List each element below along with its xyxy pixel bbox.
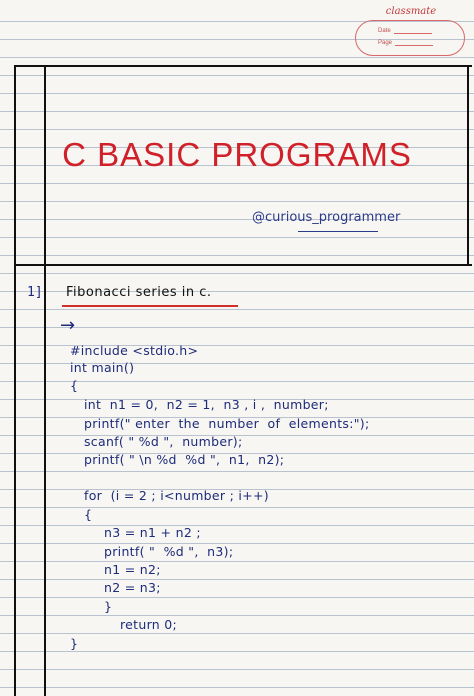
code-line: } xyxy=(104,599,113,614)
question-number: 1] xyxy=(27,285,43,300)
heading-underline xyxy=(62,305,238,307)
code-line: n2 = n3; xyxy=(104,580,161,595)
title-divider xyxy=(14,264,472,266)
code-line: printf( " \n %d %d ", n1, n2); xyxy=(84,452,285,467)
author-handle: @curious_programmer xyxy=(252,210,401,225)
code-line: { xyxy=(84,507,93,522)
question-heading: Fibonacci series in c. xyxy=(66,285,212,300)
arrow-icon: → xyxy=(60,315,76,336)
code-line: n3 = n1 + n2 ; xyxy=(104,525,201,540)
page-field: Page xyxy=(378,40,433,46)
code-line: scanf( " %d ", number); xyxy=(84,434,243,449)
code-line: } xyxy=(70,636,79,651)
date-page-box xyxy=(355,20,465,56)
code-line: return 0; xyxy=(120,617,178,632)
classmate-logo xyxy=(355,6,467,58)
page-title: C BASIC PROGRAMS xyxy=(62,136,412,173)
date-field: Date xyxy=(378,28,432,34)
code-line: for (i = 2 ; i<number ; i++) xyxy=(84,488,269,503)
code-line: printf(" enter the number of elements:"); xyxy=(84,416,370,431)
code-line: { xyxy=(70,378,79,393)
code-line: n1 = n2; xyxy=(104,562,161,577)
handle-underline xyxy=(298,231,378,232)
code-line: printf( " %d ", n3); xyxy=(104,544,234,559)
code-line: int main() xyxy=(70,360,135,375)
top-border xyxy=(14,65,472,67)
code-line: int n1 = 0, n2 = 1, n3 , i , number; xyxy=(84,397,329,412)
code-line: #include <stdio.h> xyxy=(70,343,199,358)
logo-brand: classmate xyxy=(385,6,437,17)
